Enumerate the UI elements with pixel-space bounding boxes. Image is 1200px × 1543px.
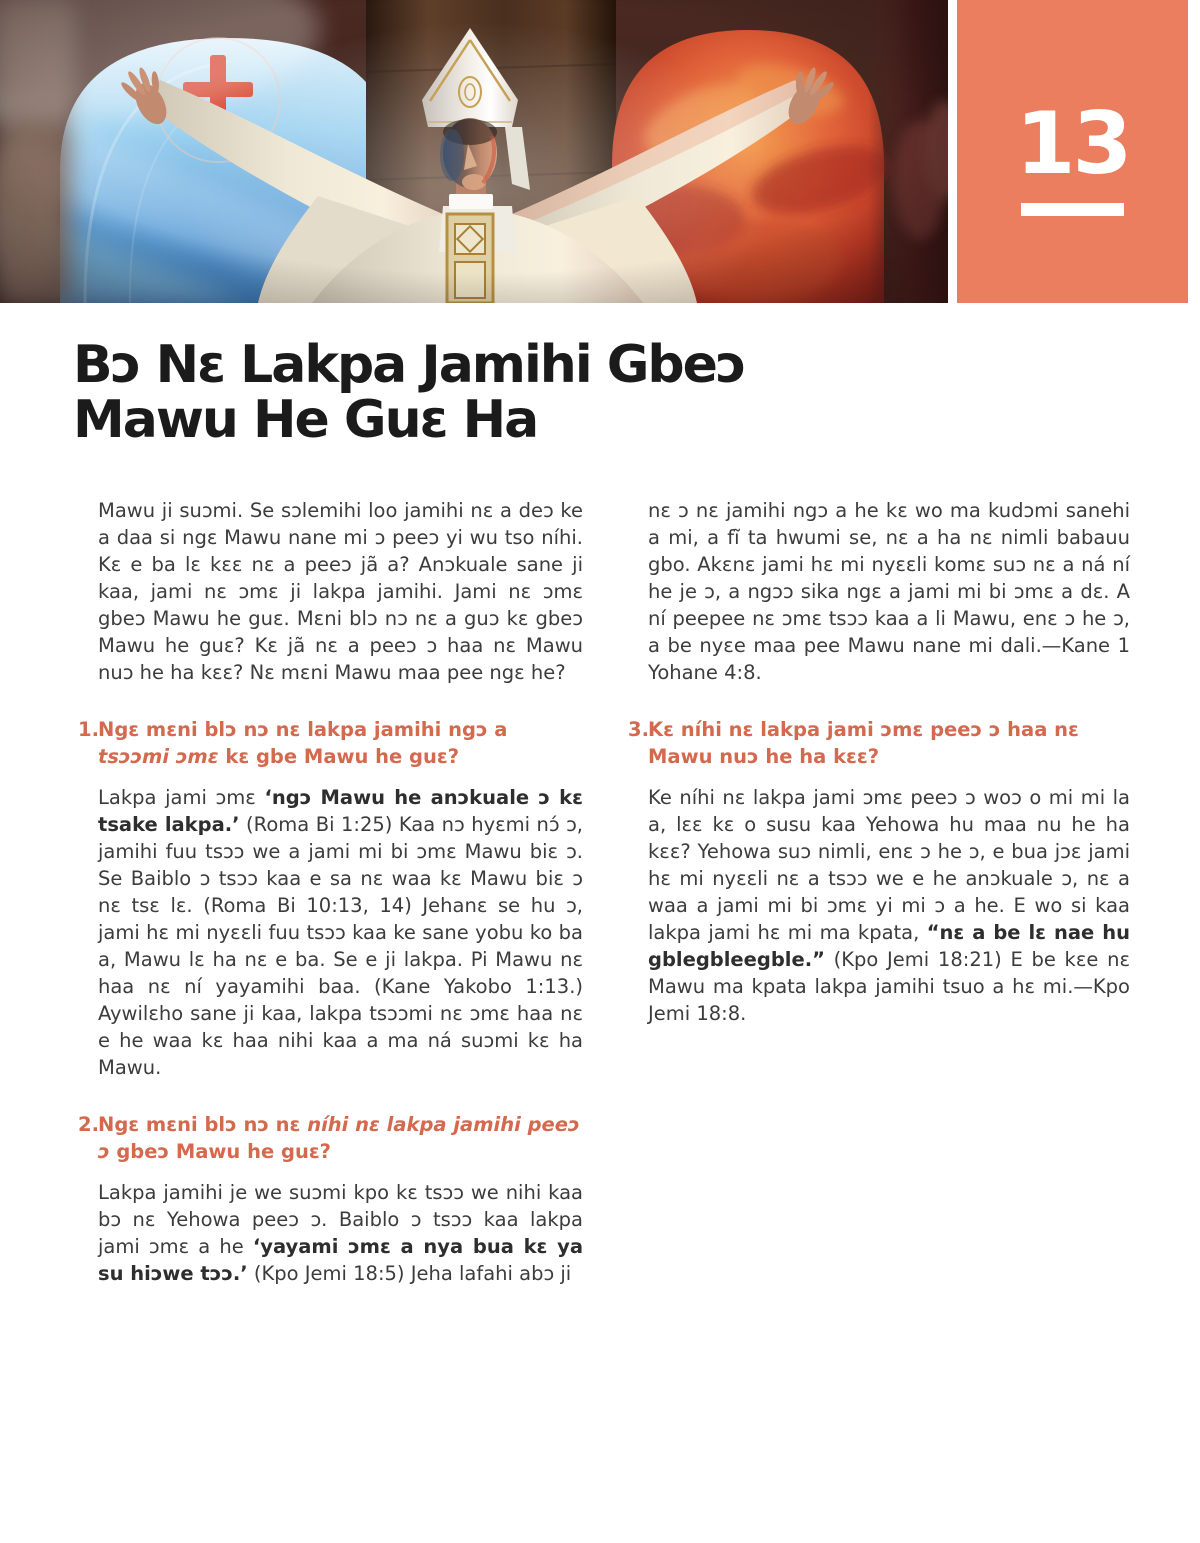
page-title [73,335,745,450]
page-title-line2: Mawu He Guɛ Ha [73,390,538,450]
question-2 [78,1111,583,1165]
question-3 [628,716,1130,770]
question-2-number: 2. [78,1113,99,1136]
chapter-badge [957,0,1188,303]
intro-paragraph: Mawu ji suɔmi. Se sɔlemihi loo jamihi nɛ a deɔ ke a daa si ngɛ Mawu nane mi ɔ peeɔ yi wu tso níhi. Kɛ e ba lɛ kɛɛ nɛ a peeɔ jã a? Anɔkuale sane ji kaa, jami nɛ ɔmɛ ji lakpa jamihi. Jami nɛ ɔmɛ gbeɔ Mawu he guɛ. Mɛni blɔ nɔ nɛ a guɔ kɛ gbeɔ Mawu he guɛ? Kɛ jã nɛ a peeɔ ɔ haa nɛ Mawu nuɔ he ha kɛɛ? Nɛ mɛni Mawu maa pee ngɛ he? [98,499,583,684]
page-title-line1: Bɔ Nɛ Lakpa Jamihi Gbeɔ [73,335,745,395]
paragraph-2: Lakpa jamihi je we suɔmi kpo kɛ tsɔɔ we nihi kaa bɔ nɛ Yehowa peeɔ ɔ. Baiblo ɔ tsɔɔ kaa lakpa jami ɔmɛ a he ‘yayami ɔmɛ a nya bua kɛ ya su hiɔwe tɔɔ.’ (Kpo Jemi 18:5) Jeha lafahi abɔ ji [98,1181,583,1285]
vignette-overlay [0,0,948,303]
column-left [78,497,583,1287]
question-1 [78,716,583,770]
question-3-text: Kɛ níhi nɛ lakpa jami ɔmɛ peeɔ ɔ haa nɛ Mawu nuɔ he ha kɛɛ? [648,718,1079,768]
paragraph-2-continued: nɛ ɔ nɛ jamihi ngɔ a he kɛ wo ma kudɔmi sanehi a mi, a fĩ ta hwumi se, nɛ a ha nɛ nimli babauu gbo. Akɛnɛ jami hɛ mi nyɛɛli komɛ suɔ nɛ a ná ní he je ɔ, a ngɔɔ sika ngɛ a jami mi bi ɔmɛ a dɛ. A ní peepee nɛ ɔmɛ tsɔɔ kaa a li Mawu, enɛ ɔ he ɔ, a be nyɛe maa pee Mawu nane mi dali.—Kane 1 Yohane 4:8. [648,499,1130,684]
chapter-number: 13 [1015,94,1130,194]
hero-image [0,0,948,303]
chapter-underline [1021,203,1124,216]
paragraph-3: Ke níhi nɛ lakpa jami ɔmɛ peeɔ ɔ woɔ o mi mi la a, lɛɛ kɛ o susu kaa Yehowa hu maa nu he ha kɛɛ? Yehowa suɔ nimli, enɛ ɔ he ɔ, e bua jɔɛ jami hɛ mi nyɛɛli nɛ a tsɔɔ we e he anɔkuale ɔ, nɛ a waa a jami mi bi ɔmɛ yi mi ɔ a he. E wo si kaa lakpa jami hɛ mi ma kpata, “nɛ a be lɛ nae hu gblegbleegble.” (Kpo Jemi 18:21) E be kɛe nɛ Mawu ma kpata lakpa jamihi tsuo a hɛ mi.—Kpo Jemi 18:8. [648,786,1130,1025]
column-right [628,497,1130,1027]
hero-illustration [0,0,948,303]
question-2-text: Ngɛ mɛni blɔ nɔ nɛ níhi nɛ lakpa jamihi peeɔ ɔ gbeɔ Mawu he guɛ? [98,1113,580,1163]
question-3-number: 3. [628,718,649,741]
question-1-text: Ngɛ mɛni blɔ nɔ nɛ lakpa jamihi ngɔ a tsɔɔmi ɔmɛ kɛ gbe Mawu he guɛ? [98,718,508,768]
paragraph-1: Lakpa jami ɔmɛ ‘ngɔ Mawu he anɔkuale ɔ kɛ tsake lakpa.’ (Roma Bi 1:25) Kaa nɔ hyɛmi nɔ́ ɔ, jamihi fuu tsɔɔ we a jami mi bi ɔmɛ Mawu biɛ ɔ. Se Baiblo ɔ tsɔɔ kaa e sa nɛ waa kɛ Mawu biɛ ɔ nɛ tsɛ lɛ. (Roma Bi 10:13, 14) Jehanɛ se hu ɔ, jami hɛ mi nyɛɛli fuu tsɔɔ kaa ke sane yobu ko ba a, Mawu lɛ ha nɛ e ba. Se e ji lakpa. Pi Mawu nɛ haa nɛ ní yayamihi baa. (Kane Yakobo 1:13.) Aywilɛho sane ji kaa, lakpa tsɔɔmi nɛ ɔmɛ haa nɛ e he waa kɛ haa nihi kaa a ma ná suɔmi kɛ ha Mawu. [98,786,583,1079]
question-1-number: 1. [78,718,99,741]
